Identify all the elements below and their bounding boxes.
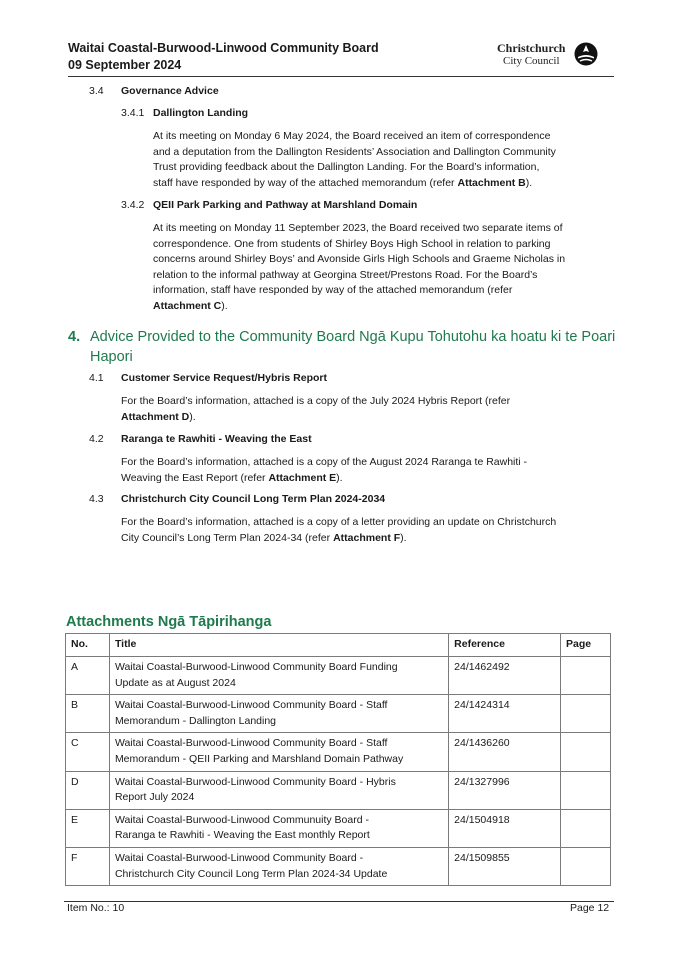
text-line: For the Board’s information, attached is a copy of the August 2024 Raranga te Rawhiti - [121, 456, 528, 468]
cell-title: Waitai Coastal-Burwood-Linwood Community Board Funding Update as at August 2024 [109, 657, 448, 695]
table-row [66, 809, 611, 847]
subsection-number: 3.4.1 [121, 107, 145, 119]
table-header-row [66, 634, 611, 657]
header-divider [68, 76, 614, 77]
section-heading: Governance Advice [121, 85, 219, 97]
text-line: At its meeting on Monday 11 September 2023, the Board received two separate items of [153, 222, 563, 234]
attachment-ref: Attachment E [268, 471, 337, 484]
logo-line2: City Council [503, 55, 560, 67]
document-header-title [68, 40, 379, 74]
cell-title: Waitai Coastal-Burwood-Linwood Communuity Board - Raranga te Rawhiti - Weaving the East monthly Report [109, 809, 448, 847]
attachments-heading: Attachments Ngā Tāpirihanga [66, 614, 272, 630]
column-header-reference: Reference [449, 634, 561, 657]
text-line: relation to the informal pathway at Georgina Street/Prestons Road. For the Board’s [153, 268, 538, 281]
cell-page [561, 771, 611, 809]
text-line: Attachment C). [153, 299, 228, 312]
text-line: City Council’s Long Term Plan 2024-34 (refer Attachment F). [121, 531, 407, 544]
cell-reference: 24/1462492 [449, 657, 561, 695]
cell-no: F [66, 847, 110, 885]
cell-page [561, 695, 611, 733]
cell-reference: 24/1436260 [449, 733, 561, 771]
cell-reference: 24/1504918 [449, 809, 561, 847]
section-4-number: 4. [68, 329, 81, 345]
table-row [66, 771, 611, 809]
cell-no: D [66, 771, 110, 809]
cell-page [561, 657, 611, 695]
cell-title: Waitai Coastal-Burwood-Linwood Community Board - Staff Memorandum - QEII Parking and Marshland Domain Pathway [109, 733, 448, 771]
text-line: Trust providing feedback about the Dallington Landing. For the Board’s information, [153, 161, 540, 174]
subsection-number: 3.4.2 [121, 199, 145, 211]
column-header-title: Title [109, 634, 448, 657]
footer-divider [64, 901, 614, 902]
paragraph-ltp [121, 515, 621, 546]
footer-item-number: Item No.: 10 [67, 902, 125, 914]
cell-reference: 24/1509855 [449, 847, 561, 885]
text-line: information, staff have responded by way of the attached memorandum (refer [153, 284, 513, 297]
column-header-no: No. [66, 634, 110, 657]
item-number: 4.3 [89, 493, 104, 505]
logo-line1: Christchurch [497, 41, 566, 55]
meeting-date: 09 September 2024 [68, 58, 182, 72]
cell-title: Waitai Coastal-Burwood-Linwood Community Board - Staff Memorandum - Dallington Landing [109, 695, 448, 733]
cell-no: B [66, 695, 110, 733]
text-line: Weaving the East Report (refer Attachment E). [121, 471, 343, 484]
subsection-heading: QEII Park Parking and Pathway at Marshland Domain [153, 199, 418, 211]
board-name: Waitai Coastal-Burwood-Linwood Community Board [68, 41, 379, 55]
attachment-ref: Attachment F [333, 531, 401, 544]
item-number: 4.2 [89, 433, 104, 445]
cell-title: Waitai Coastal-Burwood-Linwood Community Board - Christchurch City Council Long Term Plan 2024-34 Update [109, 847, 448, 885]
text-line: concerns around Shirley Boys’ and Avonside Girls High Schools and Graeme Nicholas in [153, 253, 566, 266]
cell-no: A [66, 657, 110, 695]
council-logo [497, 42, 601, 68]
cathedral-emblem-icon [574, 42, 598, 66]
cell-title: Waitai Coastal-Burwood-Linwood Community Board - Hybris Report July 2024 [109, 771, 448, 809]
text-line: Attachment D). [121, 410, 196, 423]
cell-reference: 24/1424314 [449, 695, 561, 733]
paragraph-hybris [121, 394, 621, 425]
text-line: staff have responded by way of the attached memorandum (refer Attachment B). [153, 176, 533, 189]
item-heading: Christchurch City Council Long Term Plan 2024-2034 [121, 493, 386, 505]
cell-page [561, 809, 611, 847]
cell-no: C [66, 733, 110, 771]
section-number: 3.4 [89, 85, 104, 97]
table-row [66, 733, 611, 771]
cell-reference: 24/1327996 [449, 771, 561, 809]
attachment-ref: Attachment B [457, 176, 526, 189]
item-heading: Raranga te Rawhiti - Weaving the East [121, 433, 312, 445]
cell-no: E [66, 809, 110, 847]
text-line: and a deputation from the Dallington Residents’ Association and Dallington Community [153, 145, 556, 158]
paragraph-qeii [153, 221, 623, 315]
paragraph-raranga [121, 455, 621, 486]
column-header-page: Page [561, 634, 611, 657]
section-4-title: Advice Provided to the Community Board Ngā Kupu Tohutohu ka hoatu ki te Poari Hapori [90, 329, 616, 365]
table-row [66, 847, 611, 885]
table-row [66, 657, 611, 695]
footer-page-number: Page 12 [570, 902, 610, 914]
item-number: 4.1 [89, 372, 104, 384]
text-line: For the Board’s information, attached is a copy of a letter providing an update on Christchurch [121, 516, 557, 528]
attachment-ref: Attachment D [121, 410, 190, 423]
paragraph-dallington [153, 129, 623, 191]
subsection-heading: Dallington Landing [153, 107, 249, 119]
cell-page [561, 847, 611, 885]
attachment-ref: Attachment C [153, 299, 222, 312]
text-line: At its meeting on Monday 6 May 2024, the Board received an item of correspondence [153, 130, 551, 142]
attachments-table [65, 633, 611, 886]
text-line: For the Board’s information, attached is a copy of the July 2024 Hybris Report (refer [121, 395, 511, 407]
cell-page [561, 733, 611, 771]
table-row [66, 695, 611, 733]
item-heading: Customer Service Request/Hybris Report [121, 372, 327, 384]
text-line: correspondence. One from students of Shirley Boys High School in relation to parking [153, 237, 551, 250]
